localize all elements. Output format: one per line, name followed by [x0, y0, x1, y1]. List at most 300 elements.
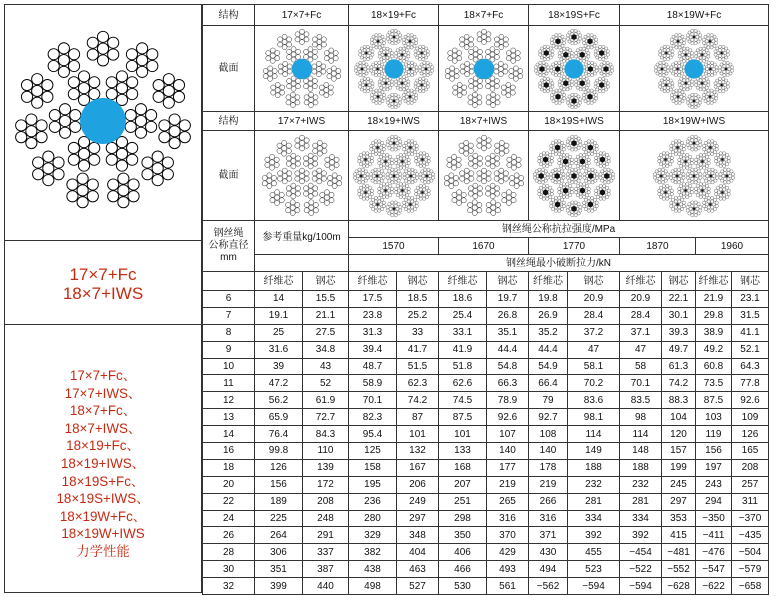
- value-cell: 49.2: [696, 341, 732, 358]
- wire-circle: [135, 115, 146, 126]
- value-cell: −350: [696, 510, 732, 527]
- wire-circle: [277, 176, 282, 181]
- wire-circle: [390, 147, 393, 150]
- wire-circle: [137, 55, 148, 66]
- applicable-type-line: 18×19+Fc、: [66, 438, 140, 454]
- wire-circle: [380, 62, 383, 65]
- wire-circle: [456, 189, 461, 194]
- wire-circle: [379, 145, 382, 148]
- wire-circle: [675, 42, 678, 45]
- value-cell: 21.1: [303, 307, 349, 324]
- rope-cross-section-image: [530, 133, 618, 219]
- wire-circle: [494, 42, 499, 47]
- wire-circle: [722, 45, 725, 48]
- wire-circle: [359, 195, 362, 198]
- wire-circle: [550, 93, 553, 96]
- wire-circle: [277, 42, 282, 47]
- wire-circle: [666, 155, 669, 158]
- value-cell: 38.9: [696, 324, 732, 341]
- rope-cross-section-image: [648, 27, 740, 111]
- wire-core-dark: [555, 94, 560, 99]
- wire-circle: [726, 53, 729, 56]
- wire-circle: [404, 179, 407, 182]
- wire-circle: [493, 63, 498, 68]
- wire-circle: [267, 71, 272, 76]
- wire-circle: [678, 54, 681, 57]
- wire-circle: [699, 208, 702, 211]
- wire-circle: [365, 176, 368, 179]
- value-cell: 95.4: [349, 426, 397, 443]
- wire-circle: [32, 97, 43, 108]
- wire-circle: [68, 154, 79, 165]
- wire-circle: [362, 160, 365, 163]
- wire-circle: [546, 77, 549, 80]
- wire-circle: [387, 94, 390, 97]
- wire-circle: [550, 96, 553, 99]
- table-row: [203, 544, 769, 561]
- wire-circle: [494, 155, 499, 160]
- wire-circle: [394, 168, 397, 171]
- wire-circle: [274, 157, 279, 162]
- wire-circle: [667, 157, 670, 160]
- wire-circle: [671, 150, 674, 153]
- wire-circle: [380, 207, 383, 210]
- wire-circle: [382, 84, 385, 87]
- wire-circle: [551, 198, 554, 201]
- wire-circle: [476, 36, 481, 41]
- wire-circle: [299, 135, 304, 140]
- wire-circle: [694, 187, 697, 190]
- wire-circle: [680, 95, 683, 98]
- wire-circle: [275, 82, 280, 87]
- wire-core-dark: [384, 189, 386, 191]
- wire-circle: [312, 185, 317, 190]
- wire-core-dark: [543, 156, 548, 161]
- wire-circle: [263, 68, 268, 73]
- wire-circle: [410, 61, 413, 64]
- wire-circle: [286, 42, 291, 47]
- wire-circle: [359, 162, 362, 165]
- wire-circle: [663, 86, 666, 89]
- value-cell: −594: [568, 578, 620, 595]
- wire-circle: [678, 187, 681, 190]
- wire-circle: [390, 41, 393, 44]
- cross-section-cell: [529, 26, 620, 112]
- wire-circle: [263, 73, 268, 78]
- wire-circle: [303, 78, 308, 83]
- wire-circle: [58, 43, 69, 54]
- wire-circle: [394, 102, 397, 105]
- wire-circle: [415, 69, 418, 72]
- wire-circle: [414, 156, 417, 159]
- wire-circle: [469, 69, 474, 74]
- wire-circle: [554, 152, 557, 155]
- wire-circle: [152, 151, 163, 162]
- value-cell: 52.1: [732, 341, 769, 358]
- wire-circle: [406, 54, 409, 57]
- wire-circle: [323, 82, 328, 87]
- wire-circle: [294, 99, 299, 104]
- wire-circle: [686, 50, 689, 53]
- wire-circle: [663, 174, 666, 177]
- wire-circle: [290, 183, 295, 188]
- wire-circle: [718, 80, 721, 83]
- table-row: [203, 291, 769, 308]
- wire-circle: [402, 204, 405, 207]
- wire-circle: [716, 153, 719, 156]
- wire-circle: [274, 162, 279, 167]
- wire-circle: [108, 49, 119, 60]
- diameter-subheader-blank: [203, 272, 255, 291]
- wire-circle: [377, 177, 380, 180]
- wire-circle: [673, 202, 676, 205]
- table-row: [203, 409, 769, 426]
- wire-circle: [486, 202, 491, 207]
- wire-circle: [451, 192, 456, 197]
- wire-circle: [410, 92, 413, 95]
- wire-circle: [574, 168, 577, 171]
- wire-circle: [539, 81, 542, 84]
- value-cell: −552: [662, 561, 696, 578]
- wire-circle: [587, 190, 590, 193]
- wire-circle: [595, 69, 598, 72]
- wire-circle: [377, 171, 380, 174]
- wire-circle: [552, 35, 555, 38]
- rope-cross-section-image: [350, 27, 438, 111]
- wire-circle: [574, 105, 577, 108]
- wire-circle: [357, 192, 360, 195]
- wire-circle: [424, 157, 427, 160]
- wire-circle: [675, 36, 678, 39]
- wire-circle: [274, 55, 279, 60]
- wire-circle: [397, 136, 400, 139]
- wire-circle: [549, 55, 552, 58]
- wire-circle: [377, 61, 380, 64]
- wire-circle: [418, 57, 421, 60]
- wire-circle: [468, 155, 473, 160]
- wire-core-dark: [401, 53, 403, 55]
- wire-circle: [727, 171, 730, 174]
- wire-circle: [610, 179, 613, 182]
- wire-core-dark: [725, 67, 727, 69]
- wire-circle: [674, 143, 677, 146]
- wire-circle: [602, 45, 605, 48]
- wire-circle: [664, 169, 667, 172]
- wire-circle: [407, 158, 410, 161]
- wire-circle: [704, 62, 707, 65]
- wire-circle: [707, 205, 710, 208]
- wire-core-dark: [676, 67, 678, 69]
- core-type-header: 钢芯: [303, 272, 349, 291]
- wire-circle: [490, 153, 495, 158]
- wire-circle: [681, 198, 684, 201]
- wire-circle: [382, 166, 385, 169]
- grade-header: 1670: [439, 238, 529, 255]
- wire-circle: [316, 34, 321, 39]
- wire-circle: [705, 86, 708, 89]
- wire-circle: [498, 39, 503, 44]
- wire-circle: [412, 35, 415, 38]
- wire-circle: [377, 180, 380, 183]
- wire-circle: [674, 171, 677, 174]
- wire-circle: [362, 155, 365, 158]
- wire-core-dark: [408, 40, 410, 42]
- main-cross-section-image: [5, 5, 201, 239]
- wire-circle: [713, 141, 716, 144]
- wire-circle: [590, 152, 593, 155]
- wire-circle: [574, 187, 577, 190]
- wire-circle: [707, 148, 710, 151]
- wire-circle: [577, 202, 580, 205]
- wire-circle: [413, 141, 416, 144]
- wire-circle: [327, 180, 332, 185]
- wire-circle: [710, 205, 713, 208]
- wire-circle: [506, 50, 511, 55]
- wire-core-dark: [571, 34, 576, 39]
- wire-circle: [321, 148, 326, 153]
- wire-circle: [568, 30, 571, 33]
- wire-circle: [582, 153, 585, 156]
- wire-circle: [429, 169, 432, 172]
- wire-circle: [674, 205, 677, 208]
- wire-circle: [264, 157, 269, 162]
- wire-circle: [382, 191, 385, 194]
- wire-circle: [518, 175, 523, 180]
- wire-circle: [374, 98, 377, 101]
- value-cell: 156: [255, 476, 303, 493]
- value-cell: 39.3: [662, 324, 696, 341]
- value-cell: 167: [397, 459, 439, 476]
- wire-circle: [722, 155, 725, 158]
- wire-circle: [694, 135, 697, 138]
- wire-circle: [397, 53, 400, 56]
- wire-circle: [473, 46, 478, 51]
- wire-circle: [712, 67, 715, 70]
- wire-circle: [673, 145, 676, 148]
- wire-circle: [308, 210, 313, 215]
- wire-circle: [587, 79, 590, 82]
- wire-circle: [336, 175, 341, 180]
- wire-circle: [674, 61, 677, 64]
- value-cell: 64.3: [732, 358, 769, 375]
- wire-circle: [106, 77, 117, 88]
- wire-circle: [687, 159, 690, 162]
- wire-circle: [360, 87, 363, 90]
- wire-circle: [304, 99, 309, 104]
- wire-circle: [710, 196, 713, 199]
- wire-circle: [584, 71, 587, 74]
- diameter-cell: 20: [203, 476, 255, 493]
- wire-circle: [364, 169, 367, 172]
- wire-circle: [699, 162, 702, 165]
- value-cell: 70.1: [620, 375, 662, 392]
- wire-circle: [146, 121, 157, 132]
- wire-circle: [705, 202, 708, 205]
- wire-circle: [281, 145, 286, 150]
- wire-circle: [694, 213, 697, 216]
- wire-circle: [169, 137, 180, 148]
- wire-circle: [579, 172, 582, 175]
- wire-circle: [715, 69, 718, 72]
- wire-circle: [585, 155, 588, 158]
- wire-circle: [582, 166, 585, 169]
- wire-circle: [666, 86, 669, 89]
- wire-circle: [674, 73, 677, 76]
- wire-circle: [576, 48, 579, 51]
- wire-circle: [308, 193, 313, 198]
- wire-circle: [382, 56, 385, 59]
- wire-circle: [419, 62, 422, 65]
- wire-circle: [329, 165, 334, 170]
- wire-circle: [699, 182, 702, 185]
- wire-circle: [696, 164, 699, 167]
- wire-circle: [671, 81, 674, 84]
- wire-circle: [416, 51, 419, 54]
- wire-core-dark: [684, 160, 686, 162]
- wire-circle: [308, 163, 313, 168]
- wire-circle: [584, 150, 587, 153]
- wire-circle: [563, 96, 566, 99]
- diameter-cell: 22: [203, 493, 255, 510]
- wire-circle: [546, 197, 549, 200]
- wire-circle: [21, 79, 32, 90]
- wire-circle: [362, 193, 365, 196]
- wire-circle: [419, 197, 422, 200]
- wire-circle: [686, 101, 689, 104]
- wire-circle: [410, 101, 413, 104]
- wire-circle: [422, 155, 425, 158]
- wire-circle: [361, 177, 364, 180]
- wire-circle: [494, 161, 499, 166]
- wire-circle: [385, 84, 388, 87]
- wire-circle: [714, 159, 717, 162]
- wire-circle: [406, 33, 409, 36]
- wire-circle: [43, 163, 54, 174]
- wire-circle: [660, 87, 663, 90]
- value-cell: 23.1: [732, 291, 769, 308]
- wire-circle: [686, 47, 689, 50]
- wire-circle: [671, 71, 674, 74]
- wire-circle: [365, 197, 368, 200]
- wire-circle: [490, 193, 495, 198]
- wire-circle: [363, 45, 366, 48]
- wire-circle: [513, 65, 518, 70]
- wire-circle: [426, 49, 429, 52]
- wire-circle: [568, 169, 571, 172]
- wire-circle: [468, 148, 473, 153]
- wire-circle: [68, 49, 79, 60]
- wire-circle: [679, 184, 682, 187]
- wire-circle: [472, 92, 477, 97]
- wire-circle: [674, 70, 677, 73]
- wire-circle: [686, 56, 689, 59]
- rope-cross-section-image: [648, 133, 740, 219]
- wire-circle: [312, 143, 317, 148]
- wire-circle: [421, 77, 424, 80]
- wire-circle: [378, 79, 381, 82]
- wire-circle: [486, 137, 491, 142]
- wire-circle: [398, 87, 401, 90]
- wire-circle: [576, 164, 579, 167]
- wire-circle: [147, 49, 158, 60]
- wire-circle: [540, 87, 543, 90]
- wire-circle: [415, 176, 418, 179]
- wire-circle: [661, 168, 664, 171]
- wire-circle: [658, 192, 661, 195]
- wire-circle: [291, 51, 296, 56]
- wire-circle: [694, 190, 697, 193]
- wire-circle: [561, 35, 564, 38]
- wire-circle: [402, 93, 405, 96]
- wire-circle: [326, 73, 331, 78]
- wire-circle: [535, 179, 538, 182]
- wire-circle: [579, 143, 582, 146]
- wire-circle: [374, 148, 377, 151]
- wire-circle: [562, 166, 565, 169]
- wire-circle: [270, 53, 275, 58]
- wire-circle: [476, 94, 481, 99]
- wire-circle: [568, 136, 571, 139]
- wire-circle: [321, 176, 326, 181]
- wire-circle: [666, 77, 669, 80]
- wire-circle: [689, 193, 692, 196]
- value-cell: 466: [439, 561, 487, 578]
- wire-circle: [354, 169, 357, 172]
- value-cell: 114: [568, 426, 620, 443]
- wire-circle: [670, 144, 673, 147]
- wire-circle: [370, 85, 373, 88]
- wire-circle: [725, 55, 728, 58]
- wire-circle: [382, 201, 385, 204]
- wire-circle: [569, 184, 572, 187]
- wire-circle: [387, 39, 390, 42]
- wire-circle: [396, 155, 399, 158]
- main-rope-group: [16, 31, 191, 207]
- table-row: [203, 476, 769, 493]
- wire-circle: [278, 63, 283, 68]
- applicable-type-line: 18×19S+Fc、: [61, 473, 145, 489]
- wire-circle: [417, 157, 420, 160]
- value-cell: 70.1: [349, 392, 397, 409]
- wire-circle: [697, 94, 700, 97]
- wire-circle: [545, 62, 548, 65]
- wire-circle: [579, 208, 582, 211]
- structure-label: 结构: [203, 5, 255, 26]
- wire-circle: [394, 41, 397, 44]
- wire-circle: [653, 176, 656, 179]
- wire-circle: [723, 64, 726, 67]
- wire-circle: [571, 105, 574, 108]
- wire-circle: [366, 89, 369, 92]
- wire-circle: [555, 101, 558, 104]
- wire-circle: [722, 77, 725, 80]
- wire-circle: [554, 168, 557, 171]
- wire-circle: [595, 38, 598, 41]
- wire-circle: [550, 159, 553, 162]
- wire-circle: [699, 191, 702, 194]
- wire-core-dark: [721, 158, 723, 160]
- wire-circle: [562, 172, 565, 175]
- wire-core-dark: [664, 191, 666, 193]
- wire-circle: [662, 164, 665, 167]
- wire-circle: [670, 192, 673, 195]
- wire-circle: [498, 71, 503, 76]
- wire-circle: [704, 99, 707, 102]
- wire-circle: [587, 51, 590, 54]
- wire-circle: [398, 208, 401, 211]
- wire-circle: [669, 176, 672, 179]
- table-row: [203, 527, 769, 544]
